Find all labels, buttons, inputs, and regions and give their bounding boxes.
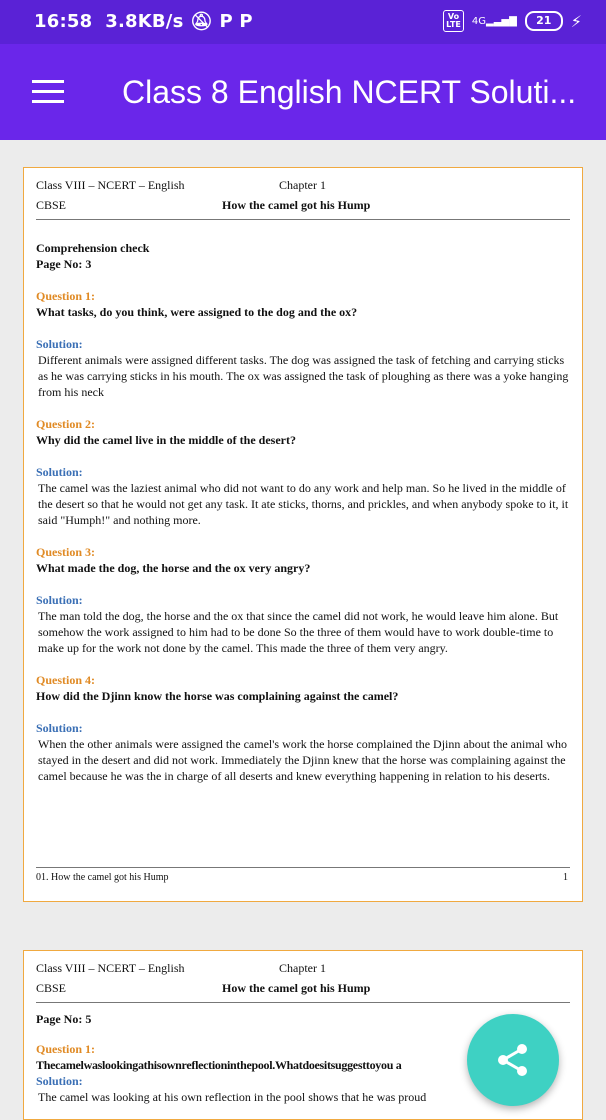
- question-label: Question 2:: [36, 417, 96, 431]
- question-text: What made the dog, the horse and the ox very angry?: [36, 561, 311, 575]
- question-label: Question 1:: [36, 289, 96, 303]
- page-header: [36, 951, 570, 1003]
- share-icon: [495, 1042, 531, 1078]
- page-header: [36, 168, 570, 220]
- header-chapter: Chapter 1: [279, 961, 326, 975]
- question-label: Question 4:: [36, 673, 96, 687]
- solution-text: When the other animals were assigned the camel's work the horse complained the Djinn about the animal who stayed in the desert and did not work. Immediately the Djinn knew that the horse was complaining against the camel because he was the in charge of all deserts and knew everything happening in relation to his deserts.: [38, 737, 568, 783]
- solution-label: Solution:: [36, 1074, 83, 1088]
- question-text: Why did the camel live in the middle of the desert?: [36, 433, 296, 447]
- question-label: Question 1:: [36, 1042, 96, 1056]
- question-text: Thecamelwaslookingathisownreflectioninthepool.Whatdoesitsuggesttoyou a: [36, 1058, 402, 1072]
- solution-label: Solution:: [36, 721, 83, 735]
- share-button[interactable]: [467, 1014, 559, 1106]
- app-bar: [0, 44, 606, 140]
- page-number: Page No: 5: [36, 1012, 92, 1026]
- charging-icon: ⚡︎: [570, 11, 582, 31]
- footer-page-number: 1: [563, 872, 568, 883]
- page-number: Page No: 3: [36, 257, 92, 271]
- app-title: Class 8 English NCERT Soluti...: [122, 74, 577, 110]
- question-text: What tasks, do you think, were assigned to the dog and the ox?: [36, 305, 358, 319]
- section-title: Comprehension check: [36, 241, 150, 255]
- header-chapter-title: How the camel got his Hump: [222, 198, 371, 212]
- volte-icon: Vo LTE: [443, 10, 464, 32]
- question-text: How did the Djinn know the horse was complaining against the camel?: [36, 689, 399, 703]
- header-board: CBSE: [36, 981, 67, 995]
- signal-icon: 4G▂▃▅▇: [471, 15, 517, 27]
- battery-icon: 21: [525, 11, 563, 31]
- solution-text: The camel was the laziest animal who did not want to do any work and help man. So he lived in the middle of the desert so that he would not get any task. It ate sticks, thorns, and prickles, and when anybody spoke to it, it said "Humph!" and nothing more.: [38, 481, 569, 527]
- question-label: Question 3:: [36, 545, 96, 559]
- notification-p-icon: P: [219, 11, 233, 32]
- notification-p-icon: P: [239, 11, 253, 32]
- header-class: Class VIII – NCERT – English: [36, 178, 185, 192]
- solution-label: Solution:: [36, 593, 83, 607]
- status-icons: [443, 10, 582, 32]
- menu-icon[interactable]: [32, 80, 64, 104]
- header-chapter: Chapter 1: [279, 178, 326, 192]
- status-time: 16:58: [34, 11, 93, 32]
- solution-text: The man told the dog, the horse and the ox that since the camel did not work, he would leave him alone. But somehow the work assigned to him had to be done So the three of them would have to work double-time to make up for the work not done by the camel. This made the three of them very angry.: [38, 609, 559, 655]
- page-body: [36, 240, 570, 784]
- pdf-page[interactable]: [23, 167, 583, 902]
- solution-text: The camel was looking at his own reflection in the pool shows that he was proud: [38, 1090, 427, 1104]
- status-bar: [0, 0, 606, 44]
- solution-label: Solution:: [36, 337, 83, 351]
- page-footer: [36, 867, 570, 883]
- footer-title: 01. How the camel got his Hump: [36, 872, 169, 883]
- network-speed: 3.8KB/s: [105, 11, 184, 32]
- solution-text: Different animals were assigned different tasks. The dog was assigned the task of fetching and carrying sticks as he was carrying sticks in his mouth. The ox was assigned the task of ploughing as there was a yoke hanging from his neck: [38, 353, 569, 399]
- status-time-speed: [34, 11, 253, 32]
- solution-label: Solution:: [36, 465, 83, 479]
- header-chapter-title: How the camel got his Hump: [222, 981, 371, 995]
- mute-icon: 🔕︎: [189, 11, 214, 32]
- header-class: Class VIII – NCERT – English: [36, 961, 185, 975]
- header-board: CBSE: [36, 198, 67, 212]
